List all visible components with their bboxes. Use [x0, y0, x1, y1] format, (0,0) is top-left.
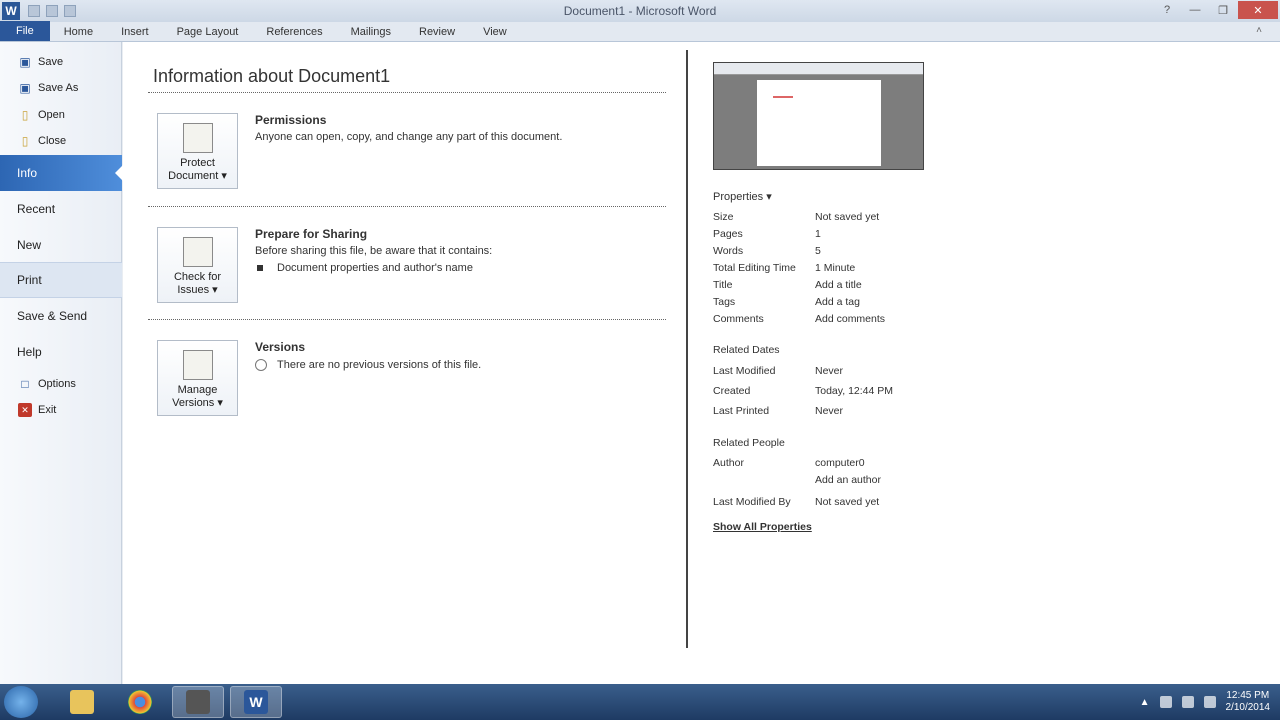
system-tray [1140, 690, 1270, 714]
window-title: Document1 - Microsoft Word [563, 4, 717, 18]
permissions-heading: Permissions [255, 113, 327, 127]
lock-key-icon [183, 123, 213, 153]
tab-review[interactable]: Review [419, 26, 456, 38]
protect-document-button[interactable]: Protect Document ▾ [157, 113, 238, 189]
save-icon[interactable] [28, 5, 40, 17]
tab-page-layout[interactable]: Page Layout [176, 26, 239, 38]
check-for-issues-button[interactable]: Check for Issues ▾ [157, 227, 238, 303]
tab-insert[interactable]: Insert [121, 26, 149, 38]
versions-heading: Versions [255, 340, 306, 354]
tab-view[interactable]: View [483, 26, 507, 38]
versions-desc: There are no previous versions of this file. [255, 359, 481, 371]
properties-dropdown[interactable]: Properties ▾ [713, 191, 772, 203]
manage-versions-button[interactable]: Manage Versions ▾ [157, 340, 238, 416]
bullet-icon [257, 265, 263, 271]
flag-icon[interactable] [1160, 696, 1172, 708]
prop-words-value: 5 [815, 245, 821, 257]
title-bar [0, 0, 1280, 22]
help-icon[interactable]: ? [1163, 4, 1171, 16]
divider [148, 92, 666, 93]
created-value: Today, 12:44 PM [815, 385, 894, 397]
show-all-properties-link[interactable]: Show All Properties [713, 521, 812, 533]
quick-access-toolbar [28, 5, 76, 17]
nav-save-send[interactable]: Save & Send [17, 309, 88, 323]
prop-comments-label: Comments [713, 313, 764, 325]
tab-mailings[interactable]: Mailings [350, 26, 391, 38]
nav-save-as[interactable]: ▣ Save As [19, 81, 79, 95]
version-history-icon [255, 359, 267, 371]
related-dates-heading: Related Dates [713, 344, 780, 356]
add-author-field[interactable]: Add an author [815, 474, 881, 486]
nav-exit[interactable]: ✕ Exit [0, 397, 122, 423]
nav-print[interactable]: Print [0, 262, 122, 298]
document-thumbnail[interactable] [713, 62, 924, 170]
nav-save[interactable]: ▣ Save [19, 55, 64, 69]
nav-options[interactable]: □ Options [0, 371, 122, 397]
word-logo-icon[interactable]: W [2, 2, 20, 20]
prop-tags-field[interactable]: Add a tag [815, 296, 860, 308]
ribbon-tabs [0, 22, 1280, 42]
chrome-icon [128, 690, 152, 714]
save-icon: ▣ [19, 55, 31, 69]
prop-title-label: Title [713, 279, 733, 291]
window-controls [1154, 1, 1278, 19]
sharing-heading: Prepare for Sharing [255, 227, 368, 241]
author-label: Author [713, 457, 744, 469]
nav-recent[interactable]: Recent [17, 202, 56, 216]
nav-info[interactable]: Info [0, 155, 122, 191]
nav-new[interactable]: New [17, 238, 42, 252]
versions-icon [183, 350, 213, 380]
taskbar-chrome[interactable] [114, 686, 166, 718]
clock[interactable]: 12:45 PM 2/10/2014 [1225, 690, 1270, 713]
last-printed-value: Never [815, 405, 844, 417]
created-label: Created [713, 385, 751, 397]
app-icon [186, 690, 210, 714]
prop-editing-value: 1 Minute [815, 262, 856, 274]
prop-pages-value: 1 [815, 228, 821, 240]
prop-size-value: Not saved yet [815, 211, 880, 223]
start-button[interactable] [4, 686, 38, 718]
nav-open[interactable]: ▯ Open [0, 102, 122, 128]
prop-comments-field[interactable]: Add comments [815, 313, 886, 325]
word-icon: W [244, 690, 268, 714]
tab-home[interactable]: Home [63, 26, 94, 38]
folder-open-icon: ▯ [21, 108, 29, 122]
nav-close[interactable]: ▯ Close [0, 128, 122, 154]
taskbar [0, 684, 1280, 720]
sharing-desc: Before sharing this file, be aware that it contains: [255, 245, 493, 257]
sharing-bullet: Document properties and author's name [257, 262, 473, 274]
tray-arrow-icon[interactable]: ▲ [1139, 696, 1150, 708]
network-icon[interactable] [1204, 696, 1216, 708]
folder-close-icon: ▯ [21, 134, 29, 148]
exit-icon: ✕ [18, 403, 32, 417]
tab-references[interactable]: References [266, 26, 323, 38]
prop-title-field[interactable]: Add a title [815, 279, 862, 291]
last-modified-label: Last Modified [713, 365, 776, 377]
backstage-nav [0, 42, 122, 684]
prop-pages-label: Pages [713, 228, 743, 240]
redo-icon[interactable] [64, 5, 76, 17]
last-printed-label: Last Printed [713, 405, 770, 417]
divider [148, 319, 666, 320]
taskbar-word[interactable] [230, 686, 282, 718]
taskbar-app[interactable] [172, 686, 224, 718]
tab-file[interactable]: File [0, 21, 50, 41]
prop-editing-label: Total Editing Time [713, 262, 796, 274]
prop-words-label: Words [713, 245, 744, 257]
divider [148, 206, 666, 207]
pane-divider [686, 50, 688, 648]
save-as-icon: ▣ [19, 81, 31, 95]
taskbar-explorer[interactable] [56, 686, 108, 718]
last-modified-by-value: Not saved yet [815, 496, 880, 508]
info-pane [123, 42, 1280, 684]
folder-icon [70, 690, 94, 714]
undo-icon[interactable] [46, 5, 58, 17]
options-icon: □ [21, 377, 29, 391]
prop-tags-label: Tags [713, 296, 736, 308]
permissions-desc: Anyone can open, copy, and change any part of this document. [255, 131, 563, 143]
inspect-document-icon [183, 237, 213, 267]
prop-size-label: Size [713, 211, 734, 223]
volume-icon[interactable] [1182, 696, 1194, 708]
close-window-button[interactable]: ✕ [1238, 1, 1278, 19]
last-modified-value: Never [815, 365, 844, 377]
minimize-button[interactable]: — [1189, 4, 1201, 16]
author-value[interactable]: computer0 [815, 457, 865, 469]
restore-button[interactable]: ❐ [1218, 4, 1228, 17]
minimize-ribbon-icon[interactable]: ˄ [1256, 25, 1262, 36]
nav-help[interactable]: Help [17, 345, 42, 359]
page-title: Information about Document1 [153, 66, 391, 86]
related-people-heading: Related People [713, 437, 785, 449]
last-modified-by-label: Last Modified By [713, 496, 791, 508]
